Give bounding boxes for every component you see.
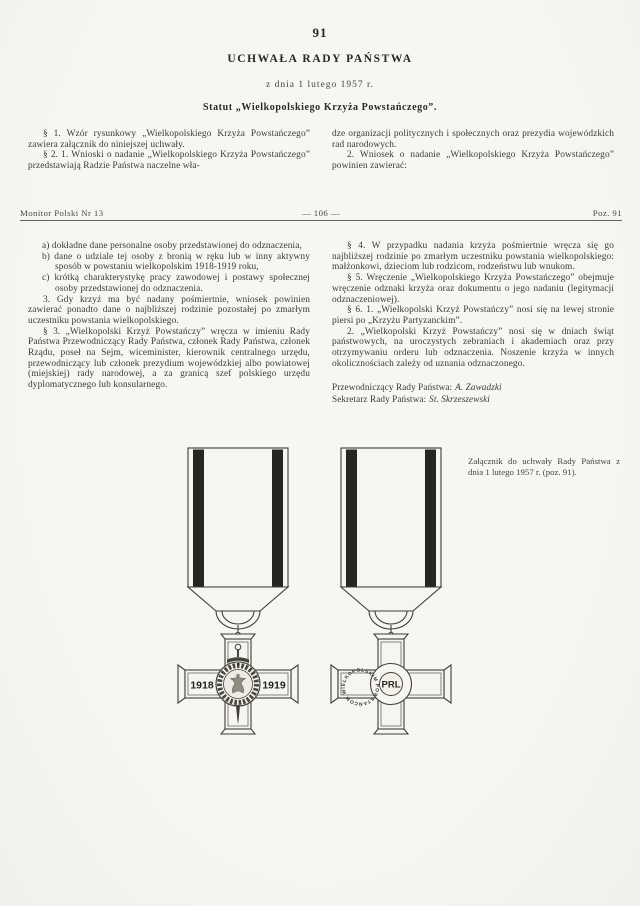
ring-inscription: POWSTAŃCOM WIELKOPOLSKIM [341,668,379,706]
signature-name: A. Zawadzki [455,382,502,393]
paragraph: 2. Wniosek o nadanie „Wielkopolskiego Krzyża Powstańczego” powinien zawierać: [332,150,614,172]
paragraph: 2. „Wielkopolski Krzyż Powstańczy” nosi się w dniach świąt państwowych, na uroczystych zebraniach i akademiach oraz przy otrzymywaniu orderu lub odznaczenia. Noszenie krzyża w innych okolicznościach zależy od uznania odznaczonego. [332,326,614,369]
item-number: 91 [312,25,328,40]
signature-name: St. Skrzeszewski [429,393,490,404]
journal-item: Poz. 91 [592,208,622,218]
intro-right-column [332,129,614,172]
intro-columns [28,129,614,172]
paragraph: § 5. Wręczenie „Wielkopolskiego Krzyża Powstańczego” obejmuje wręczenie odznaki krzyża oraz dokumentu o jego nadaniu (legitymacji odznaczeniowej). [332,273,614,305]
journal-page: — 106 — [302,208,340,218]
paragraph: § 4. W przypadku nadania krzyża pośmiertnie wręcza się go najbliższej rodzinie po zmarłym uczestniku powstania wielkopolskiego: małżonkowi, dzieciom lub rodzicom, rodzeństwu lub wnukom. [332,241,614,273]
intro-left-column [28,129,310,172]
medal-obverse-drawing [168,447,308,747]
statute-subtitle: Statut „Wielkopolskiego Krzyża Powstańczego”. [202,102,438,113]
paragraph: § 2. 1. Wnioski o nadanie „Wielkopolskiego Krzyża Powstańczego” przedstawiają Radzie Państwa naczelne wła- [28,150,310,172]
signature-role: Przewodniczący Rady Państwa: [332,382,453,393]
center-inscription: PRL [381,679,401,691]
list-item: b) dane o udziale tej osoby z bronią w ręku lub w inny aktywny sposób w powstaniu wielkopolskim 1918-1919 roku, [42,251,310,273]
signature-role: Sekretarz Rady Państwa: [332,393,427,404]
body-columns [28,241,614,405]
body-left-column [28,241,310,405]
year-right-label: 1919 [262,679,286,692]
journal-header-rule [20,205,622,221]
paragraph: § 1. Wzór rysunkowy „Wielkopolskiego Krzyża Powstańczego” zawiera załącznik do niniejszej uchwały. [28,129,310,150]
ribbon [341,448,441,611]
attachment-note: Załącznik do uchwały Rady Państwa z dnia 1 lutego 1957 r. (poz. 91). [468,456,620,477]
page-title: UCHWAŁA RADY PAŃSTWA [227,53,413,65]
ribbon [188,448,288,611]
body-right-column [332,241,614,405]
date-line: z dnia 1 lutego 1957 r. [266,80,374,90]
list-item: a) dokładne dane personalne osoby przedstawionej do odznaczenia, [42,241,302,251]
paragraph: § 6. 1. „Wielkopolski Krzyż Powstańczy” nosi się na lewej stronie piersi po „Krzyżu Partyzanckim”. [332,305,614,326]
signature-line [332,382,614,394]
signature-line [332,394,614,406]
list-item: c) krótką charakterystykę pracy zawodowej i postawy społecznej osoby przedstawionej do odznaczenia. [42,273,310,294]
medal-reverse-drawing [321,447,461,747]
signature-block [332,382,614,405]
paragraph: dze organizacji politycznych i społecznych oraz prezydia wojewódzkich rad narodowych. [332,129,614,150]
year-left-label: 1918 [190,679,214,692]
paragraph: § 3. „Wielkopolski Krzyż Powstańczy” wręcza w imieniu Rady Państwa Przewodniczący Rady Państwa, członek Rady Państwa, członek Rządu, poseł na Sejm, wiceminister, kierownik centralnego urzędu, przewodniczący lub członek prezydium wojewódzkiej albo powiatowej (miejskiej) rady narodowej, a za granicą szef polskiego urzędu dyplomatycznego lub konsularnego. [28,326,310,391]
journal-name: Monitor Polski Nr 13 [20,208,104,218]
paragraph: 3. Gdy krzyż ma być nadany pośmiertnie, wniosek powinien zawierać ponadto dane o najbliższej rodzinie pozostałej po zmarłym uczestniku powstania wielkopolskiego. [28,294,310,326]
